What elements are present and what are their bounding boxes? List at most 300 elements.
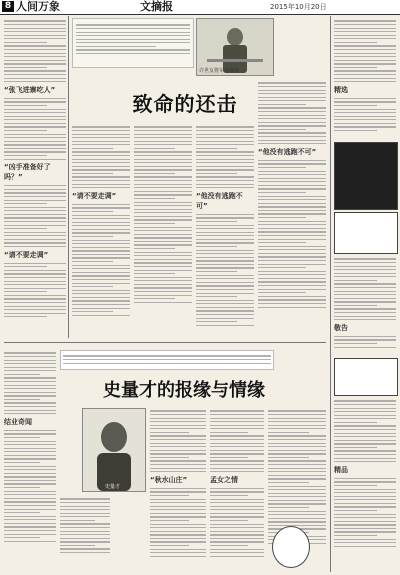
text-line — [258, 217, 306, 218]
text-line — [334, 524, 396, 525]
text-line — [210, 549, 264, 550]
text-line — [258, 118, 326, 119]
text-line — [334, 308, 396, 309]
text-line — [134, 302, 192, 303]
text-line — [196, 264, 254, 265]
text-line — [196, 282, 254, 283]
article2-photo-caption: 史量才 — [105, 484, 121, 490]
text-line — [268, 496, 326, 497]
text-line — [134, 259, 192, 260]
text-line — [60, 531, 110, 532]
text-line — [210, 439, 264, 440]
text-line — [63, 363, 271, 364]
article1-column-5 — [258, 80, 326, 338]
text-line — [4, 516, 56, 517]
text-line — [268, 500, 326, 501]
text-line — [334, 276, 396, 277]
text-line — [72, 243, 130, 244]
text-line — [150, 538, 206, 539]
text-line — [60, 548, 110, 549]
text-line — [72, 148, 113, 149]
text-line — [72, 232, 130, 233]
text-line — [196, 239, 254, 240]
text-line — [134, 130, 192, 131]
text-line — [72, 250, 130, 251]
text-line — [334, 478, 396, 479]
article1-headline: 致命的还击 — [132, 92, 238, 116]
text-line — [150, 457, 189, 458]
text-line — [210, 450, 264, 451]
subhead: 敬告 — [334, 323, 348, 332]
sidebar-text-mid — [334, 256, 396, 356]
text-line — [150, 534, 206, 535]
text-line — [268, 489, 326, 490]
text-line — [4, 263, 66, 264]
text-line — [4, 225, 66, 226]
text-line — [76, 32, 190, 33]
text-line — [72, 315, 130, 316]
text-line — [134, 277, 192, 278]
text-line — [60, 509, 110, 510]
text-line — [72, 286, 113, 287]
text-line — [334, 63, 396, 64]
text-line — [4, 448, 56, 449]
text-line — [196, 141, 254, 142]
text-line — [334, 458, 396, 459]
text-line — [258, 239, 326, 240]
text-line — [258, 160, 326, 161]
text-line — [268, 435, 326, 436]
text-line — [196, 176, 254, 177]
text-line — [334, 436, 396, 437]
text-line — [134, 162, 192, 163]
subhead: “他没有逃跑不可” — [258, 147, 317, 156]
text-line — [76, 39, 190, 40]
text-line — [268, 425, 326, 426]
text-line — [72, 300, 130, 301]
text-line — [268, 457, 309, 458]
article-divider — [4, 342, 326, 343]
text-line — [4, 498, 56, 499]
text-line — [258, 185, 326, 186]
text-line — [4, 367, 56, 368]
text-line — [4, 512, 40, 513]
text-line — [4, 483, 56, 484]
text-line — [4, 217, 66, 218]
text-line — [210, 421, 264, 422]
text-line — [196, 300, 254, 301]
text-line — [150, 513, 206, 514]
text-line — [134, 202, 192, 203]
text-line — [258, 292, 306, 293]
text-line — [4, 476, 56, 477]
text-line — [334, 546, 396, 547]
text-line — [134, 176, 192, 177]
text-line — [196, 162, 254, 163]
text-line — [134, 134, 192, 135]
text-line — [210, 520, 248, 521]
text-line — [334, 411, 396, 412]
text-line — [4, 298, 66, 299]
text-line — [4, 246, 66, 247]
text-line — [334, 24, 396, 25]
text-line — [334, 517, 396, 518]
text-line — [4, 53, 66, 54]
text-line — [4, 70, 66, 71]
text-line — [334, 298, 396, 299]
text-line — [334, 105, 377, 106]
text-line — [196, 217, 254, 218]
text-line — [72, 218, 130, 219]
text-line — [4, 392, 56, 393]
text-line — [60, 523, 110, 524]
text-line — [210, 435, 264, 436]
text-line — [4, 81, 66, 82]
text-line — [4, 291, 47, 292]
text-line — [258, 199, 326, 200]
text-line — [60, 516, 110, 517]
text-line — [4, 270, 66, 271]
text-line — [150, 549, 206, 550]
text-line — [334, 447, 377, 448]
text-line — [72, 254, 130, 255]
text-line — [334, 126, 396, 127]
text-line — [4, 214, 66, 215]
text-line — [4, 235, 66, 236]
text-line — [196, 325, 254, 326]
article2-column-2 — [60, 496, 110, 572]
text-line — [258, 171, 326, 172]
text-line — [134, 209, 192, 210]
text-line — [4, 239, 66, 240]
subhead: “请不要走调” — [72, 191, 117, 200]
article1-photo-caption: 许世友将军在战场 — [199, 68, 240, 74]
text-line — [196, 321, 237, 322]
text-line — [4, 105, 47, 106]
text-line — [4, 413, 56, 414]
text-line — [134, 273, 175, 274]
text-line — [134, 255, 192, 256]
text-line — [150, 428, 206, 429]
text-line — [72, 268, 130, 269]
text-line — [258, 122, 326, 123]
text-line — [63, 359, 271, 360]
text-line — [334, 28, 396, 29]
text-line — [334, 280, 377, 281]
text-line — [210, 534, 264, 535]
text-line — [4, 159, 66, 160]
text-line — [258, 307, 326, 308]
text-line — [72, 247, 130, 248]
text-line — [334, 45, 396, 46]
text-line — [134, 212, 192, 213]
text-line — [196, 235, 254, 236]
text-line — [4, 35, 66, 36]
text-line — [334, 408, 396, 409]
text-line — [258, 167, 306, 168]
text-line — [60, 545, 95, 546]
text-line — [72, 290, 130, 291]
text-line — [134, 205, 192, 206]
text-line — [334, 49, 396, 50]
text-line — [268, 503, 326, 504]
text-line — [334, 74, 396, 75]
text-line — [258, 115, 326, 116]
text-line — [268, 446, 326, 447]
text-line — [4, 109, 66, 110]
text-line — [258, 104, 306, 105]
text-line — [210, 516, 264, 517]
text-line — [334, 38, 396, 39]
text-line — [334, 503, 396, 504]
text-line — [134, 252, 192, 253]
column-divider — [68, 16, 69, 338]
text-line — [4, 295, 66, 296]
text-line — [210, 506, 264, 507]
text-line — [268, 432, 309, 433]
text-line — [4, 313, 66, 314]
text-line — [258, 97, 326, 98]
article2-column-4 — [210, 408, 264, 572]
text-line — [4, 363, 56, 364]
article1-column-3 — [134, 124, 192, 338]
text-line — [4, 185, 66, 186]
text-line — [334, 273, 396, 274]
text-line — [196, 257, 254, 258]
text-line — [134, 173, 175, 174]
text-line — [4, 501, 56, 502]
text-line — [134, 284, 192, 285]
text-line — [268, 468, 326, 469]
text-line — [334, 291, 396, 292]
text-line — [334, 506, 396, 507]
text-line — [210, 527, 264, 528]
text-line — [258, 246, 326, 247]
text-line — [4, 480, 56, 481]
text-line — [196, 246, 237, 247]
text-line — [4, 141, 66, 142]
text-line — [334, 496, 396, 497]
text-line — [268, 507, 309, 508]
text-line — [60, 498, 110, 499]
text-line — [4, 42, 47, 43]
text-line — [268, 493, 326, 494]
text-line — [150, 556, 206, 557]
text-line — [150, 491, 206, 492]
text-line — [4, 228, 47, 229]
text-line — [258, 174, 326, 175]
text-line — [196, 144, 254, 145]
text-line — [4, 28, 66, 29]
text-line — [210, 414, 264, 415]
sidebar-text-top — [334, 18, 396, 138]
text-line — [72, 137, 130, 138]
text-line — [134, 169, 192, 170]
text-line — [4, 277, 66, 278]
text-line — [134, 266, 192, 267]
text-line — [258, 278, 326, 279]
text-line — [4, 56, 66, 57]
text-line — [268, 453, 326, 454]
sidebar-ad-ornament — [334, 358, 398, 396]
text-line — [268, 511, 326, 512]
text-line — [4, 306, 66, 307]
text-line — [258, 140, 326, 141]
sidebar-text-bottom — [334, 398, 396, 572]
text-line — [334, 116, 396, 117]
text-line — [4, 469, 56, 470]
text-line — [334, 422, 377, 423]
text-line — [268, 418, 326, 419]
text-line — [4, 137, 66, 138]
text-line — [334, 404, 396, 405]
text-line — [134, 248, 175, 249]
text-line — [4, 458, 56, 459]
text-line — [258, 86, 326, 87]
text-line — [196, 267, 254, 268]
text-line — [258, 289, 326, 290]
text-line — [258, 249, 326, 250]
text-line — [150, 439, 206, 440]
text-line — [150, 468, 206, 469]
text-line — [72, 162, 130, 163]
issue-date: 2015年10月20日 — [270, 3, 327, 11]
text-line — [334, 539, 396, 540]
text-line — [334, 418, 396, 419]
text-line — [150, 506, 206, 507]
text-line — [134, 155, 192, 156]
article2-column-1 — [4, 350, 56, 572]
text-line — [150, 453, 206, 454]
text-line — [210, 499, 264, 500]
text-line — [334, 514, 396, 515]
text-line — [60, 552, 110, 553]
text-line — [4, 155, 47, 156]
text-line — [258, 253, 326, 254]
text-line — [72, 159, 130, 160]
text-line — [258, 90, 326, 91]
text-line — [334, 56, 396, 57]
text-line — [196, 310, 254, 311]
text-line — [4, 352, 56, 353]
text-line — [72, 134, 130, 135]
article1-column-4 — [196, 124, 254, 338]
article1-photo — [196, 18, 274, 76]
text-line — [150, 531, 206, 532]
text-line — [334, 123, 396, 124]
text-line — [72, 265, 130, 266]
subhead: 精品 — [334, 465, 348, 474]
text-line — [4, 123, 66, 124]
text-line — [196, 166, 254, 167]
article2-intro-box — [60, 350, 274, 370]
text-line — [134, 126, 192, 127]
text-line — [334, 450, 396, 451]
text-line — [210, 443, 264, 444]
text-line — [63, 355, 271, 356]
text-line — [268, 514, 326, 515]
text-line — [60, 506, 110, 507]
text-line — [334, 35, 396, 36]
text-line — [334, 347, 396, 348]
text-line — [196, 285, 254, 286]
text-line — [60, 534, 110, 535]
text-line — [334, 485, 377, 486]
text-line — [258, 285, 326, 286]
text-line — [196, 134, 254, 135]
text-line — [258, 181, 326, 182]
text-line — [210, 428, 264, 429]
text-line — [334, 343, 377, 344]
text-line — [4, 356, 56, 357]
text-line — [150, 520, 189, 521]
text-line — [268, 443, 326, 444]
text-line — [334, 119, 396, 120]
text-line — [4, 385, 56, 386]
text-line — [334, 78, 396, 79]
text-line — [4, 74, 66, 75]
text-line — [4, 273, 66, 274]
text-line — [196, 271, 237, 272]
text-line — [258, 224, 326, 225]
text-line — [134, 144, 192, 145]
text-line — [4, 119, 66, 120]
text-line — [210, 488, 264, 489]
newspaper-masthead: 文摘报 — [140, 0, 173, 13]
text-line — [258, 93, 326, 94]
text-line — [334, 269, 396, 270]
text-line — [196, 275, 254, 276]
text-line — [210, 425, 264, 426]
text-line — [334, 433, 396, 434]
text-line — [4, 309, 66, 310]
text-line — [258, 206, 326, 207]
text-line — [4, 430, 56, 431]
text-line — [150, 499, 206, 500]
text-line — [134, 244, 192, 245]
sidebar-ad-dark — [334, 142, 398, 210]
text-line — [72, 151, 130, 152]
text-line — [258, 299, 326, 300]
text-line — [196, 278, 254, 279]
text-line — [150, 464, 206, 465]
text-line — [268, 410, 326, 411]
text-line — [258, 274, 326, 275]
text-line — [196, 184, 254, 185]
text-line — [4, 523, 56, 524]
text-line — [334, 440, 396, 441]
text-line — [134, 287, 192, 288]
text-line — [150, 410, 206, 411]
text-line — [334, 20, 396, 21]
text-line — [4, 207, 66, 208]
text-line — [4, 116, 66, 117]
text-line — [334, 109, 396, 110]
text-line — [134, 291, 192, 292]
text-line — [4, 455, 56, 456]
text-line — [4, 281, 66, 282]
text-line — [210, 541, 264, 542]
text-line — [4, 360, 56, 361]
text-line — [72, 236, 113, 237]
text-line — [150, 425, 206, 426]
text-line — [134, 141, 192, 142]
text-line — [72, 184, 130, 185]
text-line — [134, 187, 192, 188]
text-line — [334, 112, 396, 113]
text-line — [334, 316, 396, 317]
text-line — [72, 297, 130, 298]
